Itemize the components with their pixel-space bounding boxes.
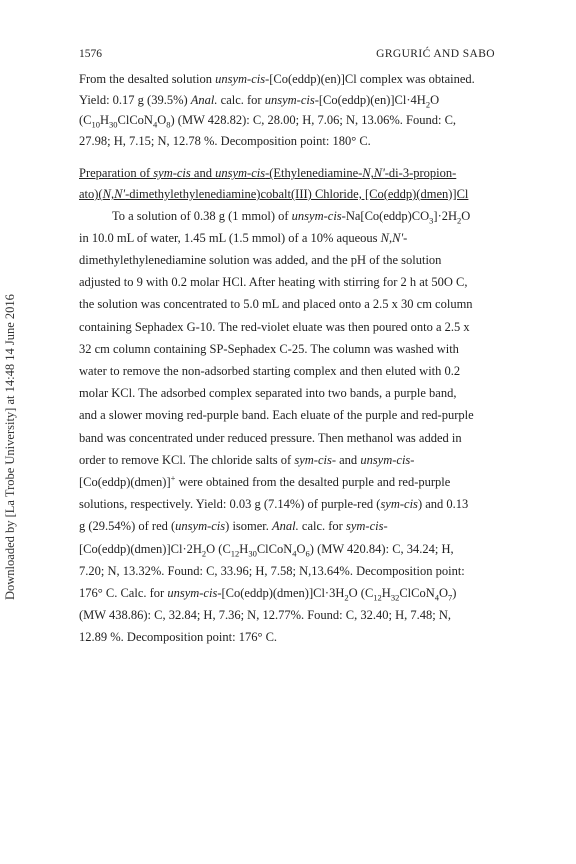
page-number: 1576	[79, 48, 102, 60]
download-watermark	[0, 0, 26, 864]
download-note: Downloaded by [La Trobe University] at 14:48 14 June 2016	[3, 294, 17, 600]
running-title: GRGURIĆ AND SABO	[376, 48, 495, 60]
paragraph-yield-en: From the desalted solution unsym-cis-[Co(eddp)(en)]Cl complex was obtained. Yield: 0.17 g (39.5%) Anal. calc. for unsym-$cis-[Co(eddp)(en)]Cl\cdot 4H_2O$ $(C_{10}H_{30}ClCoN_4O_8)$ (MW 428.82): C, 28.00; H, 7.06; N, 13.06%. Found: C, 27.98; H, 7.15; N, 12.78 %. Decomposition point: 180° C.	[79, 72, 475, 148]
article-body	[79, 69, 495, 649]
section-heading: Preparation of sym-cis and unsym-cis-(Ethylenediamine-N,N'-di-3-propion- ato)(N,N'-dimethylethylenediamine)cobalt(III) Chloride, [Co(eddp)(dmen)]Cl	[79, 166, 469, 201]
paragraph-preparation: To a solution of 0.38 g (1 mmol) of unsym-$cis-Na[Co(eddp)CO_3]\cdot 2H_2O$ in 10.0 mL of water, 1.45 mL (1.5 mmol) of a 10% aqueous N,N'- dimethylethylenediamine solution was added, and the pH of the solution adjusted to 9 with 0.2 molar HCl. After heating with stirring for 2 h at 50O C, the solution was concentrated to 5.0 mL and placed onto a 2.5 x 30 cm column containing Sephadex G-10. The red-violet eluate was then poured onto a 2.5 x 32 cm column containing SP-Sephadex C-25. The column was washed with water to remove the non-adsorbed starting complex and then eluted with 0.2 molar KCl. The adsorbed complex separated into two bands, a purple band, and a slower moving red-purple band. Each eluate of the purple and red-purple band was concentrated under reduced pressure. Then methanol was added in order to remove KCl. The chloride salts of sym-cis- and unsym-cis- [Co(eddp)(dmen)]+ were obtained from the desalted purple and red-purple solutions, respectively. Yield: 0.03 g (7.14%) of purple-red (sym-cis) and 0.13 g (29.54%) of red (unsym-cis) isomer. Anal. calc. for sym-cis- $[Co(eddp)(dmen)]Cl\cdot 2H_2O$ $(C_{12}H_{30}ClCoN_4O_6)$ (MW 420.84): C, 34.24; H, 7.20; N, 13.32%. Found: C, 33.96; H, 7.58; N,13.64%. Decomposition point: 176° C. Calc. for unsym-$cis-[Co(eddp)(dmen)]Cl\cdot 3H_2O$ $(C_{12}H_{32}ClCoN_4O_7)$ (MW 438.86): C, 32.84; H, 7.36; N, 12.77%. Found: C, 32.40; H, 7.48; N, 12.89 %. Decomposition point: 176° C.	[79, 208, 474, 645]
